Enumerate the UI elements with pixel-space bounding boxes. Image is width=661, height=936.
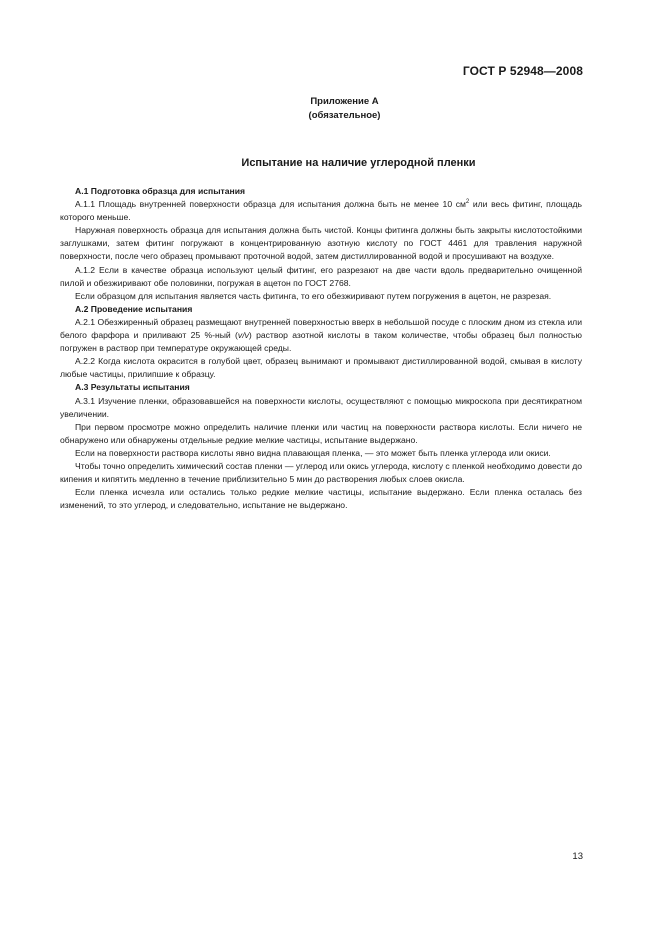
paragraph-a1-1-tail: или весь фитинг, площадь которого меньше.	[60, 199, 582, 223]
page-number: 13	[572, 851, 583, 862]
paragraph-a2-1-pre: А.2.1 Обезжиренный образец размещают внутренней поверхностью вверх в небольшой посуде с плоским дном из стекла или белого фарфора и приливают 25 %-ный (	[60, 316, 582, 341]
paragraph-a1-p4: Если образцом для испытания является часть фитинга, то его обезжиривают путем погружения в ацетон, не разрезая.	[75, 290, 552, 301]
paragraph-a2-2: А.2.2 Когда кислота окрасится в голубой цвет, образец вынимают и промывают дистиллированной водой, смывая в кислоту любые частицы, прилипшие к образцу.	[60, 356, 582, 380]
standard-code: ГОСТ Р 52948—2008	[462, 64, 583, 78]
paragraph-a3-p4: Чтобы точно определить химический состав пленки — углерод или окись углерода, кислоту с пленкой необходимо довести до кипения и кипятить медленно в течение приблизительно 5 мин до растворения любых слоев окисла.	[60, 460, 582, 485]
paragraph-a1-1-text: А.1.1 Площадь внутренней поверхности образца для испытания должна быть не менее 10 см	[75, 199, 466, 210]
section-a2-heading: А.2 Проведение испытания	[75, 303, 193, 314]
superscript-2: 2	[465, 199, 470, 206]
document-body	[60, 185, 582, 512]
paragraph-a3-p2: При первом просмотре можно определить наличие пленки или частиц на поверхности раствора кислоты. Если ничего не обнаружено или обнаружены отдельные редкие мелкие частицы, испытание выдержано.	[60, 421, 582, 445]
appendix-status: (обязательное)	[308, 110, 381, 121]
document-title: Испытание на наличие углеродной пленки	[241, 157, 476, 169]
paragraph-a3-1: А.3.1 Изучение пленки, образовавшейся на поверхности кислоты, осуществляют с помощью микроскопа при десятикратном увеличении.	[60, 395, 582, 419]
paragraph-a3-p3: Если на поверхности раствора кислоты явно видна плавающая пленка, — это может быть пленка углерода или окиси.	[75, 447, 551, 458]
appendix-label: Приложение А	[310, 96, 379, 107]
paragraph-a3-p5: Если пленка исчезла или остались только редкие мелкие частицы, испытание выдержано. Если пленка осталась без изменений, то это углерод, и следовательно, испытание не выдержано.	[60, 487, 582, 511]
section-a3-heading: А.3 Результаты испытания	[75, 382, 190, 393]
appendix-header	[0, 95, 661, 123]
section-a1-heading: А.1 Подготовка образца для испытания	[75, 186, 246, 196]
paragraph-a2-1-post: ) раствор азотной кислоты в таком количестве, чтобы образец был полностью погружен в раствор при температуре окружающей среды.	[60, 330, 582, 354]
unit-v-v: v/v	[237, 330, 249, 341]
paragraph-a2-1	[60, 316, 582, 355]
paragraph-a1-2: А.1.2 Если в качестве образца используют целый фитинг, его разрезают на две части вдоль предварительно очищенной пилой и обезжиривают обе половинки, погружая в ацетон по ГОСТ 2768.	[60, 264, 582, 288]
paragraph-a1-1	[60, 198, 582, 224]
paragraph-a1-p2: Наружная поверхность образца для испытания должна быть чистой. Концы фитинга должны быть закрыты кислотостойкими заглушками, затем фитинг погружают в концентрированную азотную кислоту по ГОСТ 4461 для травления наружной поверхности, после чего образец промывают проточной водой, затем дистиллированной водой и просушивают на воздухе.	[60, 225, 582, 262]
